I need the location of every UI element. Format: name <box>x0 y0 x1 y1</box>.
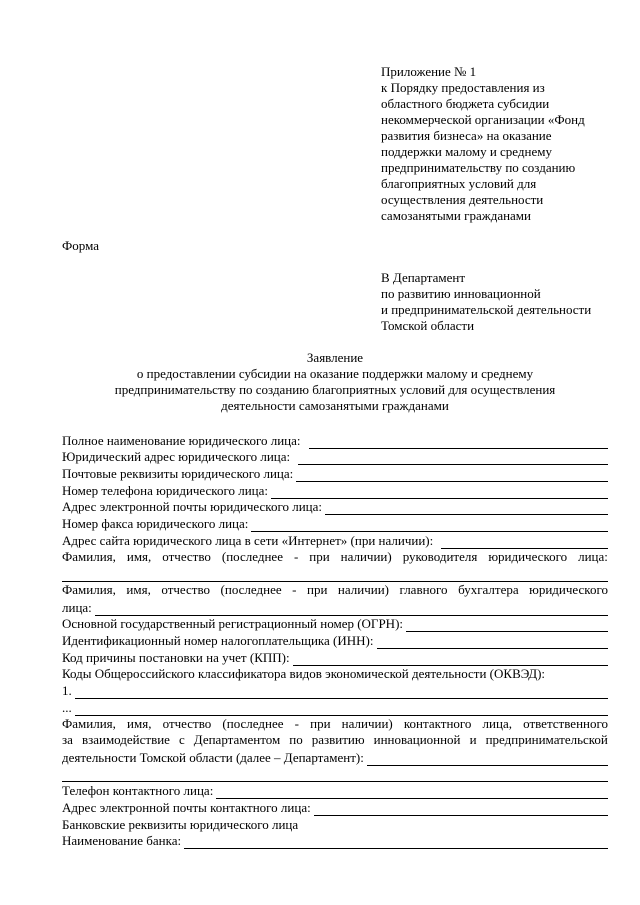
addressee-line: по развитию инновационной <box>381 286 541 301</box>
contact-extra-input-line[interactable] <box>62 769 608 782</box>
legal-address-input-line[interactable] <box>298 452 608 465</box>
word: при <box>306 582 328 598</box>
word: наличии) <box>337 582 389 598</box>
word: наличии) <box>340 548 392 564</box>
annex-line: областного бюджета субсидии <box>381 96 550 111</box>
word: взаимодействие <box>81 732 170 748</box>
word: - <box>293 548 299 564</box>
annex-line: самозанятыми гражданами <box>381 208 531 223</box>
word: юридического <box>529 582 608 598</box>
word: имя, <box>126 582 151 598</box>
form-label: Форма <box>62 238 99 253</box>
word: развитию <box>311 732 365 748</box>
contact-email-input-line[interactable] <box>314 803 608 816</box>
word: руководителя <box>402 548 478 564</box>
full-name-input-line[interactable] <box>309 436 609 449</box>
field-ogrn <box>62 616 608 633</box>
field-contact-email <box>62 799 608 816</box>
word: предпринимательской <box>485 732 608 748</box>
annex-header <box>381 64 621 224</box>
word: при <box>310 715 331 731</box>
field-label: Наименование банка: <box>62 833 182 849</box>
field-fax <box>62 515 608 532</box>
field-inn <box>62 632 608 649</box>
word: контактного <box>403 715 472 731</box>
field-okved <box>62 666 608 683</box>
field-label: Телефон контактного лица: <box>62 783 214 799</box>
word: - <box>292 582 297 598</box>
field-bank-name <box>62 833 608 850</box>
word: Фамилия, <box>62 548 116 564</box>
annex-line: некоммерческой организации «Фонд <box>381 112 585 127</box>
word: имя, <box>126 548 152 564</box>
word: Фамилия, <box>62 715 116 731</box>
contact-phone-input-line[interactable] <box>216 786 608 799</box>
field-label: Банковские реквизиты юридического лица <box>62 816 299 832</box>
word: за <box>62 732 73 748</box>
word: (последнее <box>220 582 282 598</box>
field-label: Полное наименование юридического лица: <box>62 432 301 448</box>
postal-input-line[interactable] <box>296 469 608 482</box>
field-label: Код причины постановки на учет (КПП): <box>62 649 290 665</box>
website-input-line[interactable] <box>441 536 608 549</box>
word: - <box>294 715 299 731</box>
title-line: о предоставлении субсидии на оказание поддержки малому и среднему <box>136 366 534 381</box>
word: юридического <box>488 548 568 564</box>
word: (последнее <box>221 548 283 564</box>
field-label: Коды Общероссийского классификатора видов экономической деятельности (ОКВЭД): <box>62 666 546 682</box>
document-title <box>62 350 608 414</box>
field-email <box>62 499 608 516</box>
annex-line: благоприятных условий для <box>381 176 537 191</box>
field-label: Юридический адрес юридического лица: <box>62 449 291 465</box>
field-contact-phone <box>62 782 608 799</box>
word: по <box>289 732 303 748</box>
field-label: ... <box>62 699 72 715</box>
word: инновационной <box>373 732 461 748</box>
okved-1-input-line[interactable] <box>75 686 608 699</box>
phone-input-line[interactable] <box>271 486 608 499</box>
annex-line: поддержки малому и среднему <box>381 144 552 159</box>
annex-line: предпринимательству по созданию <box>381 160 576 175</box>
title-heading: Заявление <box>306 350 364 365</box>
accountant-input-line[interactable] <box>95 603 608 616</box>
annex-line: к Порядку предоставления из <box>381 80 545 95</box>
field-website <box>62 532 608 549</box>
director-blank-row <box>62 566 608 583</box>
field-contact-line2 <box>62 732 608 749</box>
contact-input-line[interactable] <box>367 753 608 766</box>
field-bank-details <box>62 816 608 833</box>
word: лица: <box>578 548 608 564</box>
field-contact-line1 <box>62 716 608 733</box>
title-line: деятельности самозанятыми гражданами <box>221 398 449 413</box>
field-label: Адрес электронной почты юридического лица: <box>62 499 322 515</box>
field-label: Номер телефона юридического лица: <box>62 482 268 498</box>
word: ответственного <box>523 715 608 731</box>
word: Фамилия, <box>62 582 116 598</box>
word: наличии) <box>341 715 393 731</box>
word: с <box>178 732 185 748</box>
field-phone <box>62 482 608 499</box>
kpp-input-line[interactable] <box>293 653 608 666</box>
word: (последнее <box>222 715 284 731</box>
word: отчество <box>162 715 212 731</box>
word: отчество <box>162 548 211 564</box>
email-input-line[interactable] <box>325 502 608 515</box>
field-postal <box>62 465 608 482</box>
field-label: Адрес электронной почты контактного лица: <box>62 799 311 815</box>
addressee-line: Томской области <box>381 318 475 333</box>
addressee-line: В Департамент <box>381 270 466 285</box>
field-full-name <box>62 432 608 449</box>
field-label: 1. <box>62 683 72 698</box>
word: при <box>309 548 330 564</box>
field-label: лица: <box>62 599 92 615</box>
fax-input-line[interactable] <box>251 519 608 532</box>
word: и <box>469 732 477 748</box>
field-director <box>62 549 608 566</box>
field-label: Основной государственный регистрационный номер (ОГРН): <box>62 616 404 632</box>
annex-line: осуществления деятельности <box>381 192 544 207</box>
word: имя, <box>127 715 152 731</box>
field-label: Идентификационный номер налогоплательщика (ИНН): <box>62 632 374 648</box>
field-okved-more <box>62 699 608 716</box>
field-contact-line3 <box>62 749 608 766</box>
ogrn-input-line[interactable] <box>406 619 608 632</box>
field-legal-address <box>62 449 608 466</box>
inn-input-line[interactable] <box>377 636 609 649</box>
bank-name-input-line[interactable] <box>184 836 608 849</box>
addressee-block <box>381 270 631 334</box>
annex-line: развития бизнеса» на оказание <box>381 128 552 143</box>
word: отчество <box>161 582 211 598</box>
word: лица, <box>482 715 512 731</box>
field-label: Номер факса юридического лица: <box>62 516 249 532</box>
word: главного <box>399 582 448 598</box>
contact-blank-row <box>62 766 608 783</box>
field-label: Адрес сайта юридического лица в сети «Интернет» (при наличии): <box>62 532 434 548</box>
addressee-line: и предпринимательской деятельности <box>381 302 592 317</box>
field-accountant-tail <box>62 599 608 616</box>
word: бухгалтера <box>458 582 519 598</box>
field-kpp <box>62 649 608 666</box>
title-line: предпринимательству по созданию благоприятных условий для осуществления <box>114 382 556 397</box>
field-okved-1 <box>62 682 608 699</box>
field-label: Почтовые реквизиты юридического лица: <box>62 466 294 482</box>
director-input-line[interactable] <box>62 569 608 582</box>
form-fields <box>62 432 608 849</box>
field-accountant <box>62 582 608 599</box>
field-label: деятельности Томской области (далее – Департамент): <box>62 749 364 765</box>
word: Департаментом <box>193 732 281 748</box>
okved-more-input-line[interactable] <box>75 703 608 716</box>
annex-line: Приложение № 1 <box>381 64 477 79</box>
